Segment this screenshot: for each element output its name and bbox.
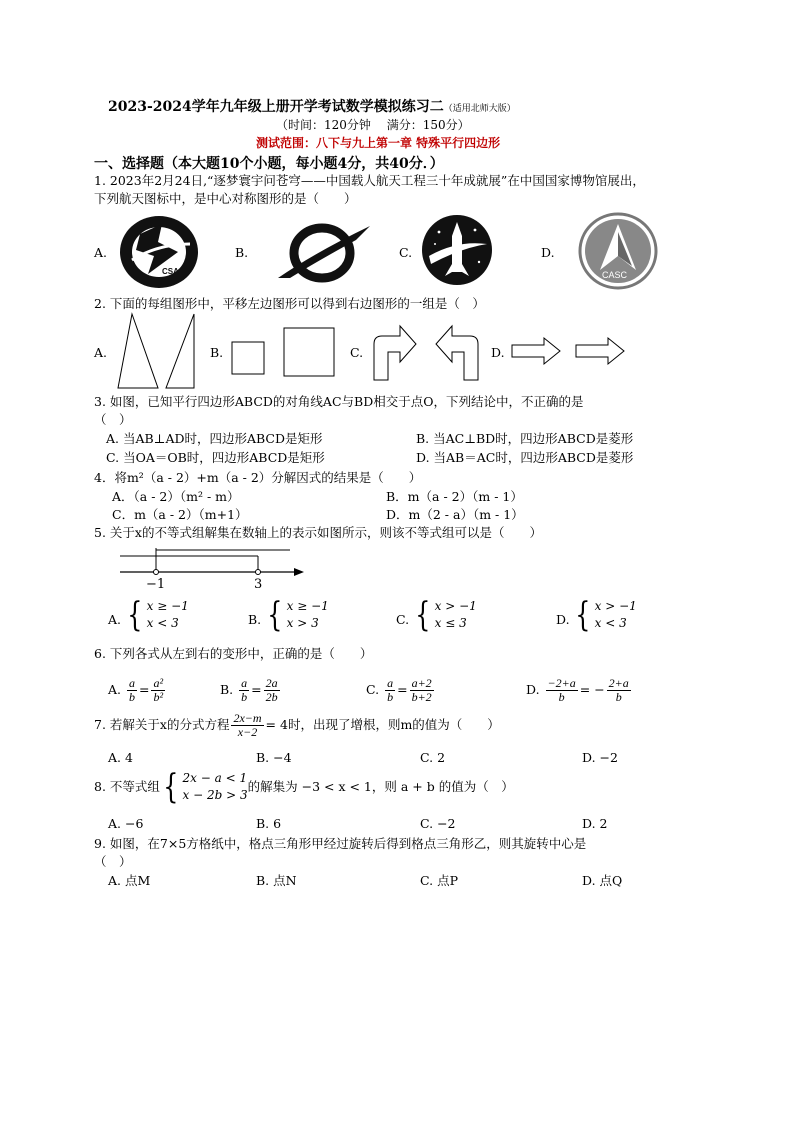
axis-label-minus-one: −1 [146,577,166,592]
section-heading: 一、选择题（本大题10个小题，每小题4分，共40分．） [94,156,444,172]
q1-option-d[interactable]: D. [541,245,555,260]
q5-system-d: { x > −1 x < 3 [575,595,637,635]
q8-option-b[interactable]: B. 6 [256,816,282,831]
q3-option-b[interactable]: B. 当AC⊥BD时，四边形ABCD是菱形 [416,431,634,446]
q6-option-d[interactable]: D. $\frac{-2+a}{b}$ = − $\frac{2+a}{b}$ [526,676,629,704]
q8-option-c[interactable]: C. −2 [420,816,456,831]
q2-bent-arrows-figure [370,322,482,384]
q5-number-line-figure [120,546,310,590]
test-scope: 测试范围：八下与九上第一章 特殊平行四边形 [256,136,501,150]
q4-option-c[interactable]: C．m（a - 2）（m+1） [112,507,248,522]
q1-line2: 下列航天图标中，是中心对称图形的是（ ） [94,191,357,206]
q7-option-b[interactable]: B. −4 [256,750,292,765]
q5-system-b: { x ≥ −1 x > 3 [267,595,329,635]
q1-option-a[interactable]: A. [94,245,108,260]
q4-option-d[interactable]: D．m（2 - a）（m - 1） [386,507,524,522]
q5-stem: 5. 关于x的不等式组解集在数轴上的表示如图所示，则该不等式组可以是（ ） [94,525,542,540]
q9-option-d[interactable]: D. 点Q [582,873,623,888]
q3-option-c[interactable]: C. 当OA＝OB时，四边形ABCD是矩形 [106,450,325,465]
casc-logo-icon [578,212,658,290]
q4-option-a[interactable]: A．（a - 2）（m² - m） [112,489,240,504]
q2-option-a[interactable]: A. [94,345,108,360]
q6-option-a[interactable]: A. $\frac{a}{b}$ = $\frac{\text{a²}}{\text{b²}}$ [108,676,164,704]
q1-option-b[interactable]: B. [235,245,249,260]
q5-system-c: { x > −1 x ≤ 3 [415,595,477,635]
q8-option-d[interactable]: D. 2 [582,816,608,831]
csa-logo-icon [118,214,200,290]
casc-text: CASC [602,270,628,280]
q4-stem: 4．将m²（a - 2）+m（a - 2）分解因式的结果是（ ） [94,470,422,485]
q1-line1: 1. 2023年2月24日,“逐梦寰宇问苍穹——中国载人航天工程三十年成就展”在中国国家博物馆展出， [94,173,645,188]
csa-text: CSA [162,267,179,276]
q8-stem: 8. 不等式组 { 2x − a < 1 x − 2b > 3 的解集为 −3 < x < 1，则 a + b 的值为（ ） [94,767,514,807]
q9-option-b[interactable]: B. 点N [256,873,297,888]
q3-option-a[interactable]: A. 当AB⊥AD时，四边形ABCD是矩形 [106,431,323,446]
q2-option-d[interactable]: D. [491,345,505,360]
q9-line2: （ ） [94,854,132,869]
q7-option-c[interactable]: C. 2 [420,750,446,765]
q9-option-a[interactable]: A. 点M [108,873,151,888]
q6-stem: 6. 下列各式从左到右的变形中，正确的是（ ） [94,646,373,661]
axis-label-three: 3 [254,577,263,592]
q7-option-d[interactable]: D. −2 [582,750,618,765]
q9-option-c[interactable]: C. 点P [420,873,458,888]
q2-triangles-figure [112,312,202,390]
q5-system-a: { x ≥ −1 x < 3 [127,595,189,635]
q8-option-a[interactable]: A. −6 [108,816,144,831]
q1-option-c[interactable]: C. [399,245,413,260]
q2-option-c[interactable]: C. [350,345,364,360]
q7-option-a[interactable]: A. 4 [108,750,133,765]
q2-straight-arrows-figure [510,336,628,366]
q2-option-b[interactable]: B. [210,345,224,360]
q6-option-b[interactable]: B. $\frac{a}{b}$ = $\frac{2a}{2b}$ [220,676,278,704]
exam-title: 2023-2024学年九年级上册开学考试数学模拟练习二（适用北师大版） [108,99,516,115]
q3-line2: （ ） [94,412,132,427]
q2-squares-figure [228,324,338,380]
q3-option-d[interactable]: D. 当AB＝AC时，四边形ABCD是菱形 [416,450,634,465]
q9-line1: 9. 如图，在7×5方格纸中，格点三角形甲经过旋转后得到格点三角形乙，则其旋转中心是 [94,836,587,851]
q7-stem: 7. 若解关于x的分式方程 $\frac{2x-m}{x-2}$ = 4时，出现了增根，则m的值为（ ） [94,711,500,739]
q5-option-c[interactable]: C. [396,612,410,627]
rocket-logo-icon [421,214,493,286]
q3-line1: 3. 如图，已知平行四边形ABCD的对角线AC与BD相交于点O，下列结论中，不正确的是 [94,394,584,409]
q2-stem: 2. 下面的每组图形中，平移左边图形可以得到右边图形的一组是（ ） [94,296,485,311]
edition-note: （适用北师大版） [443,104,516,114]
q4-option-b[interactable]: B．m（a - 2）（m - 1） [386,489,523,504]
q5-option-a[interactable]: A. [108,612,122,627]
q5-option-b[interactable]: B. [248,612,262,627]
orbit-logo-icon [276,222,372,284]
time-info: （时间：120分钟 满分：150分） [276,118,470,132]
q6-option-c[interactable]: C. $\frac{a}{b}$ = $\frac{a+2}{b+2}$ [366,676,432,704]
q5-option-d[interactable]: D. [556,612,570,627]
